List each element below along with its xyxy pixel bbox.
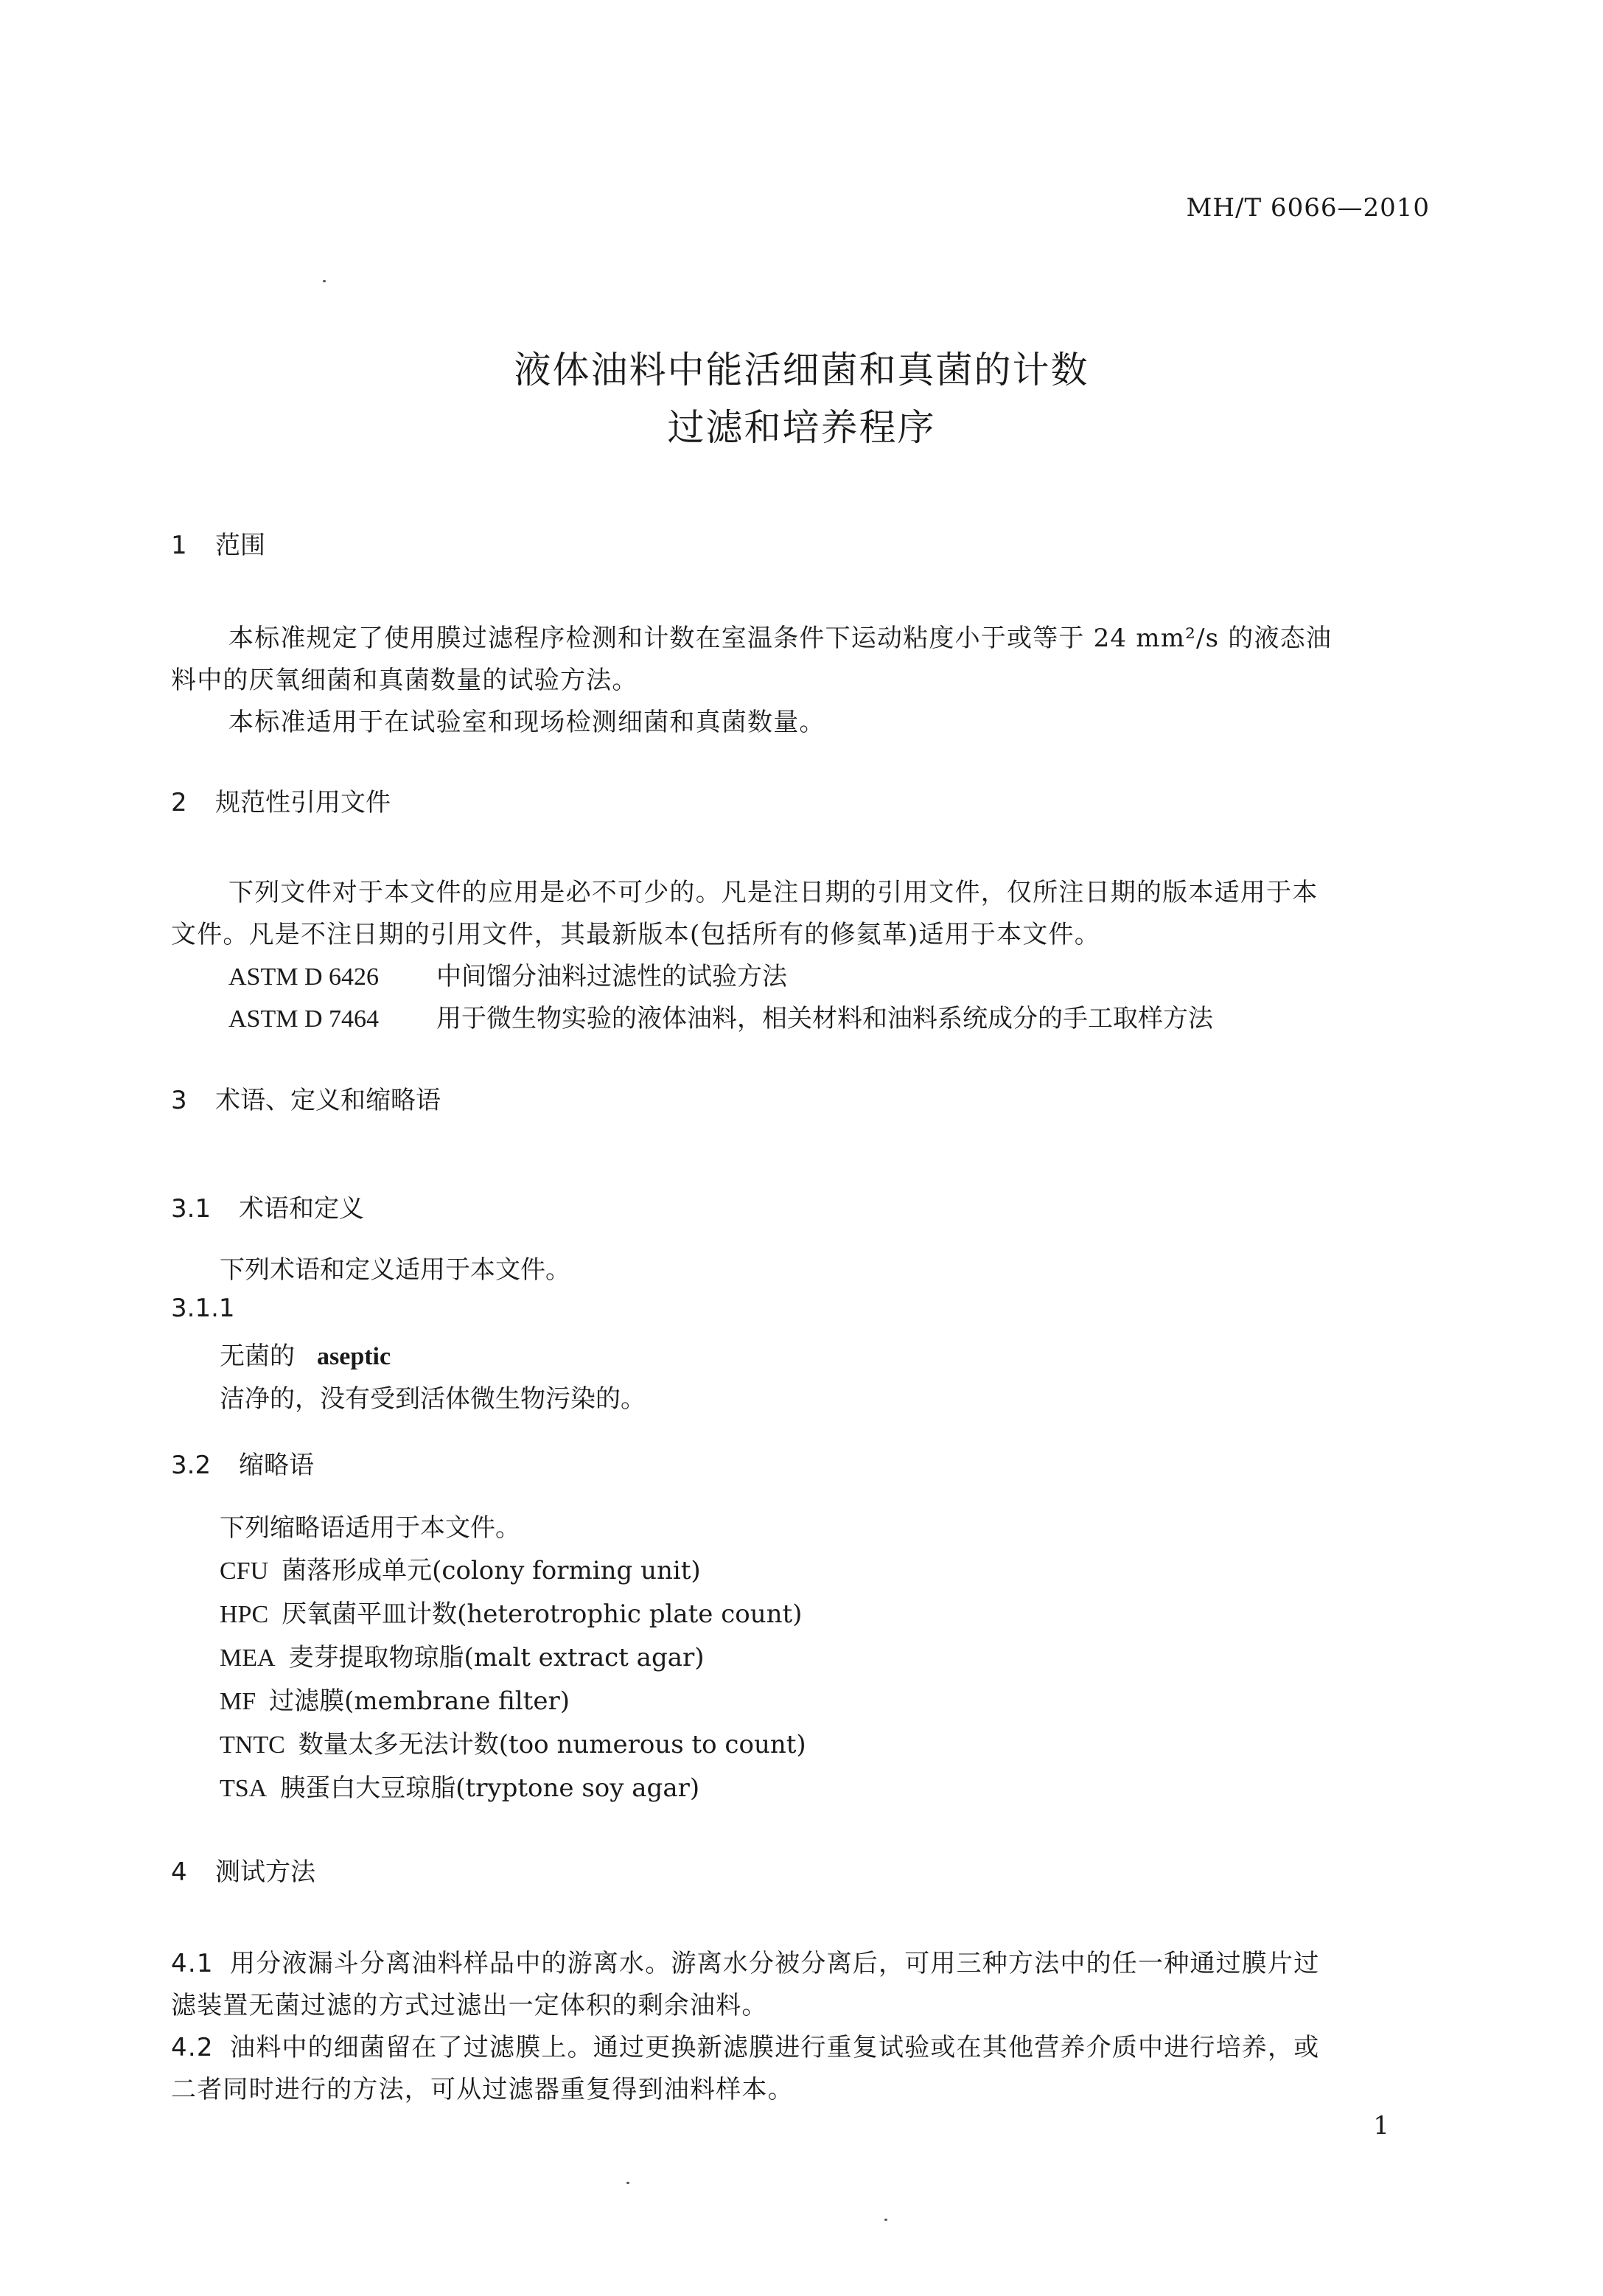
- abbreviation-text: 麦芽提取物琼脂(malt extract agar): [288, 1643, 705, 1672]
- standard-code: MH/T 6066—2010: [1186, 193, 1430, 223]
- section-3-2-heading: [171, 1445, 314, 1481]
- section-number: 3.1: [171, 1194, 212, 1224]
- reference-item: [228, 998, 1213, 1034]
- section-3-2-intro: 下列缩略语适用于本文件。: [220, 1513, 520, 1543]
- section-title: 测试方法: [215, 1857, 315, 1887]
- section-title: 范围: [215, 531, 265, 560]
- section-3-1-heading: [171, 1188, 364, 1224]
- document-title-line2: 过滤和培养程序: [667, 406, 936, 449]
- abbreviation-item: [220, 1637, 705, 1673]
- clause-4-2-line2: 二者同时进行的方法，可从过滤器重复得到油料样本。: [171, 2075, 794, 2104]
- clause-text: 油料中的细菌留在了过滤膜上。通过更换新滤膜进行重复试验或在其他营养介质中进行培养，或: [230, 2033, 1320, 2062]
- reference-code: ASTM D 7464: [228, 1005, 380, 1033]
- section-2-para-line1: 下列文件对于本文件的应用是必不可少的。凡是注日期的引用文件，仅所注日期的版本适用于本: [228, 878, 1319, 907]
- abbreviation-item: [220, 1681, 570, 1717]
- section-title: 术语和定义: [239, 1194, 364, 1224]
- term-definition: 洁净的，没有受到活体微生物污染的。: [220, 1384, 646, 1414]
- abbreviation-code: MEA: [220, 1644, 276, 1672]
- section-1-para1-line2: 料中的厌氧细菌和真菌数量的试验方法。: [171, 666, 638, 695]
- term-chinese: 无菌的: [220, 1341, 295, 1371]
- abbreviation-code: CFU: [220, 1557, 269, 1585]
- section-3-1-intro: 下列术语和定义适用于本文件。: [220, 1255, 570, 1285]
- scan-speck: [626, 2182, 629, 2184]
- clause-4-2-line1: [171, 2027, 1319, 2063]
- clause-text: 用分液漏斗分离油料样品中的游离水。游离水分被分离后，可用三种方法中的任一种通过膜片过: [230, 1949, 1320, 1978]
- abbreviation-text: 过滤膜(membrane filter): [269, 1686, 570, 1716]
- term-english: aseptic: [317, 1343, 391, 1370]
- scan-speck: [323, 280, 326, 282]
- section-2-heading: [171, 782, 391, 818]
- section-number: 2: [171, 788, 187, 817]
- section-3-heading: [171, 1080, 441, 1116]
- abbreviation-text: 厌氧菌平皿计数(heterotrophic plate count): [282, 1599, 803, 1629]
- section-1-para1-line1: 本标准规定了使用膜过滤程序检测和计数在室温条件下运动粘度小于或等于 24 mm²/s 的液态油: [228, 624, 1333, 653]
- section-number: 1: [171, 531, 187, 560]
- clause-number: 4.2: [171, 2033, 214, 2062]
- section-number: 4: [171, 1857, 187, 1887]
- section-title: 规范性引用文件: [215, 788, 391, 817]
- abbreviation-item: [220, 1594, 802, 1630]
- abbreviation-item: [220, 1550, 701, 1586]
- abbreviation-code: TNTC: [220, 1731, 285, 1759]
- abbreviation-code: HPC: [220, 1601, 269, 1628]
- reference-code: ASTM D 6426: [228, 963, 380, 991]
- clause-4-1-line1: [171, 1943, 1319, 1979]
- abbreviation-item: [220, 1768, 699, 1804]
- section-title: 术语、定义和缩略语: [215, 1086, 441, 1115]
- reference-title: 用于微生物实验的液体油料，相关材料和油料系统成分的手工取样方法: [436, 1004, 1213, 1033]
- reference-item: [228, 956, 787, 992]
- abbreviation-item: [220, 1724, 806, 1760]
- abbreviation-text: 菌落形成单元(colony forming unit): [282, 1556, 701, 1585]
- scan-speck: [884, 2219, 887, 2221]
- clause-4-1-line2: 滤装置无菌过滤的方式过滤出一定体积的剩余油料。: [171, 1991, 768, 2020]
- document-title-line1: 液体油料中能活细菌和真菌的计数: [514, 349, 1089, 391]
- reference-title: 中间馏分油料过滤性的试验方法: [436, 962, 787, 991]
- section-4-heading: [171, 1852, 315, 1888]
- abbreviation-code: MF: [220, 1688, 256, 1715]
- section-number: 3.2: [171, 1451, 212, 1480]
- clause-number: 4.1: [171, 1949, 214, 1978]
- section-1-para2: 本标准适用于在试验室和现场检测细菌和真菌数量。: [228, 708, 825, 737]
- page-number: 1: [1373, 2111, 1389, 2140]
- section-2-para-line2: 文件。凡是不注日期的引用文件，其最新版本(包括所有的修氦革)适用于本文件。: [171, 920, 1100, 949]
- section-number: 3: [171, 1086, 187, 1115]
- section-title: 缩略语: [239, 1451, 314, 1480]
- term-number: 3.1.1: [171, 1294, 235, 1323]
- abbreviation-text: 胰蛋白大豆琼脂(tryptone soy agar): [280, 1773, 700, 1803]
- section-1-heading: [171, 525, 265, 561]
- term-entry: [220, 1336, 391, 1372]
- abbreviation-text: 数量太多无法计数(too numerous to count): [298, 1730, 806, 1759]
- abbreviation-code: TSA: [220, 1775, 268, 1802]
